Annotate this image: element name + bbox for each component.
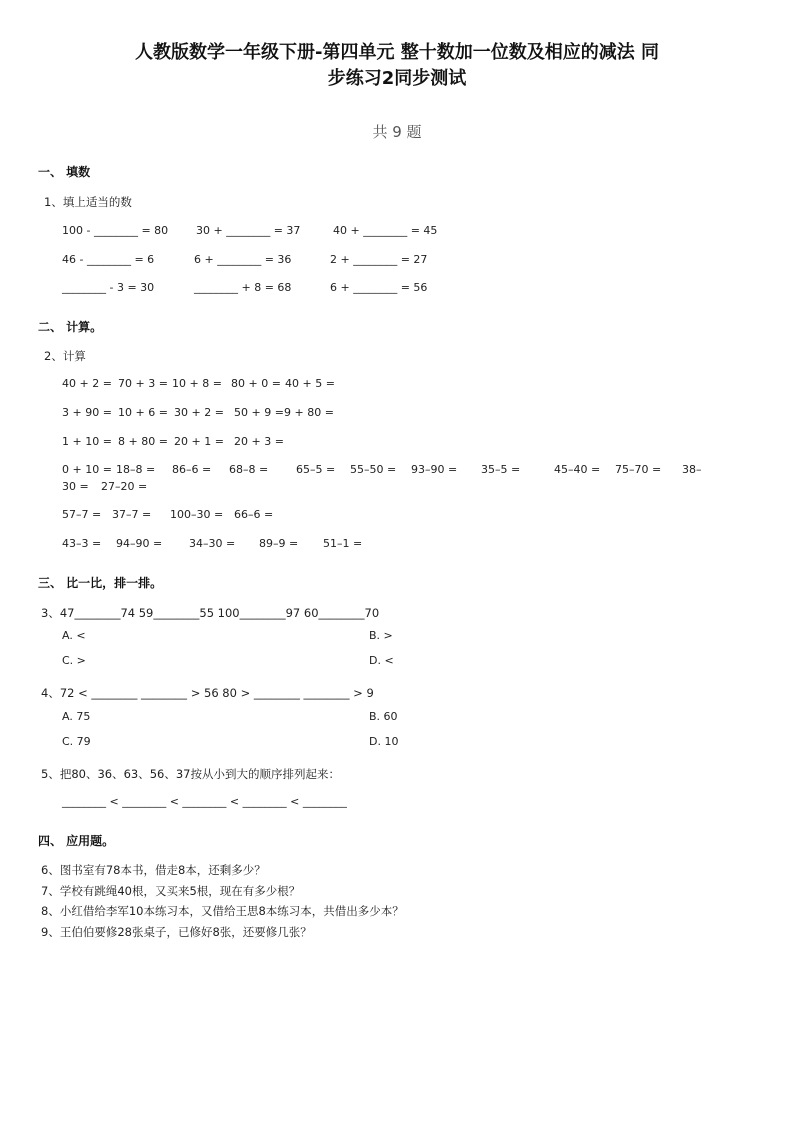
q2-item: 34–30 = [189,537,236,550]
q2-item: 0 + 10 = [62,463,112,476]
q2-item: 94–90 = [116,537,163,550]
question-5-label: 5、把80、36、63、56、37按从小到大的顺序排列起来： [41,767,340,781]
q1-item: 6 + ________ = 36 [194,253,292,266]
page-title-line1: 人教版数学一年级下册-第四单元 整十数加一位数及相应的减法 同 [134,42,659,63]
question-7: 7、学校有跳绳40根，又买来5根，现在有多少根？ [41,884,301,898]
q3-option-a[interactable]: A. < [62,629,86,642]
question-2-label: 2、计算 [44,349,86,363]
q2-item: 80 + 0 = [231,377,281,390]
q2-item: 40 + 5 = [285,377,335,390]
section-heading-compare: 三、 比一比，排一排。 [38,576,163,590]
q2-item: 89–9 = [259,537,299,550]
question-count: 共 9 题 [372,123,422,141]
q2-item: 57–7 = [62,508,102,521]
q2-item: 40 + 2 = [62,377,112,390]
question-8: 8、小红借给李军10本练习本，又借给王思8本练习本，共借出多少本？ [41,904,404,918]
q2-item: 20 + 1 = [174,435,224,448]
q2-item: 86–6 = [172,463,212,476]
q2-item: 1 + 10 = [62,435,112,448]
page-title-line2: 步练习2同步测试 [327,68,467,89]
q2-item: 55–50 = [350,463,397,476]
q3-option-c[interactable]: C. > [62,654,86,667]
q1-item: 2 + ________ = 27 [330,253,428,266]
q2-item: 20 + 3 = [234,435,284,448]
q1-item: 46 - ________ = 6 [62,253,155,266]
q2-item: 38– [682,463,702,476]
q2-item: 50 + 9 = [234,406,284,419]
q2-item: 30 + 2 = [174,406,224,419]
q2-item: 27–20 = [101,480,148,493]
question-9: 9、王伯伯要修28张桌子，已修好8张，还要修几张？ [41,925,312,939]
q1-item: 6 + ________ = 56 [330,281,428,294]
q5-answer-line: ________ < ________ < ________ < ________ < ________ [62,795,347,808]
q2-item: 9 + 80 = [284,406,334,419]
q2-item: 3 + 90 = [62,406,112,419]
q2-item: 70 + 3 = [118,377,168,390]
q2-item: 10 + 6 = [118,406,168,419]
section-heading-fill: 一、 填数 [38,165,91,179]
question-6: 6、图书室有78本书，借走8本，还剩多少？ [41,863,266,877]
q3-option-d[interactable]: D. < [369,654,394,667]
q4-option-c[interactable]: C. 79 [62,735,91,748]
q4-option-b[interactable]: B. 60 [369,710,398,723]
q2-item: 66–6 = [234,508,274,521]
q2-item: 65–5 = [296,463,336,476]
q2-item: 100–30 = [170,508,224,521]
q4-option-d[interactable]: D. 10 [369,735,399,748]
q1-item: 100 - ________ = 80 [62,224,169,237]
q1-item: ________ - 3 = 30 [62,281,155,294]
q2-item: 18–8 = [116,463,156,476]
question-1-label: 1、填上适当的数 [44,195,132,209]
question-3-label: 3、47________74 59________55 100________97 60________70 [41,606,380,620]
section-heading-calc: 二、 计算。 [38,320,103,334]
q2-item: 35–5 = [481,463,521,476]
q2-item: 45–40 = [554,463,601,476]
q3-option-b[interactable]: B. > [369,629,393,642]
q1-item: 40 + ________ = 45 [333,224,438,237]
q2-item: 68–8 = [229,463,269,476]
section-heading-word-problems: 四、 应用题。 [38,834,115,848]
q2-item: 75–70 = [615,463,662,476]
q1-item: ________ + 8 = 68 [194,281,292,294]
q2-item: 93–90 = [411,463,458,476]
q2-item: 43–3 = [62,537,102,550]
q1-item: 30 + ________ = 37 [196,224,301,237]
q2-item: 51–1 = [323,537,363,550]
q2-item: 37–7 = [112,508,152,521]
q2-item: 8 + 80 = [118,435,168,448]
question-4-label: 4、72 < ________ ________ > 56 80 > ________ ________ > 9 [41,686,374,700]
q2-item: 30 = [62,480,89,493]
q4-option-a[interactable]: A. 75 [62,710,91,723]
q2-item: 10 + 8 = [172,377,222,390]
